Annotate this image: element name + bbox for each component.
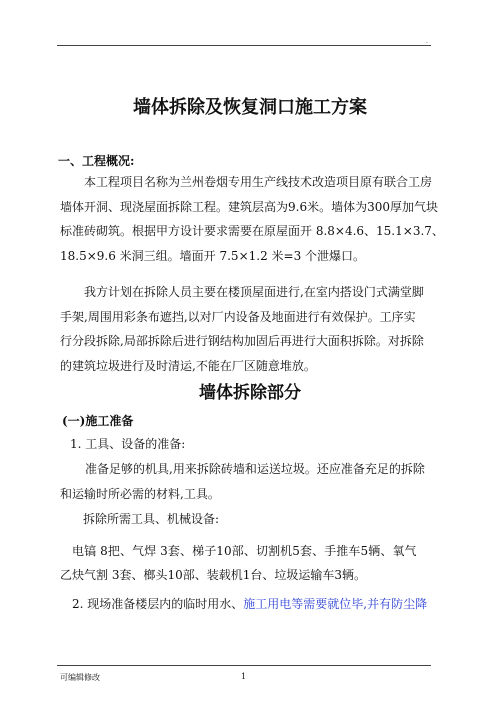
paragraph-line: 墙体开洞、现浇屋面拆除工程。建筑层高为9.6米。墙体为300厚加气块 bbox=[60, 199, 438, 214]
list-item-site-prep bbox=[72, 595, 427, 612]
paragraph-plan bbox=[60, 280, 440, 378]
section-heading-demolition: 墙体拆除部分 bbox=[199, 383, 301, 403]
paragraph-line: 行分段拆除,局部拆除后进行钢结构加固后再进行大面积拆除。对拆除 bbox=[60, 334, 424, 348]
paragraph-overview bbox=[60, 170, 444, 268]
header-rule bbox=[57, 45, 431, 46]
section-heading-overview: 一、工程概况: bbox=[58, 154, 135, 168]
paragraph-line: 本工程项目名称为兰州卷烟专用生产线技术改造项目原有联合工房 bbox=[84, 175, 433, 189]
paragraph-line: 18.5×9.6 米洞三组。墙面开 7.5×1.2 米=3 个泄爆口。 bbox=[60, 248, 366, 263]
tools-list-line: 电镐 8把、气焊 3套、梯子10部、切割机5套、手推车5辆、氧气 bbox=[72, 544, 417, 558]
paragraph-line: 我方计划在拆除人员主要在楼顶屋面进行,在室内搭设门式满堂脚 bbox=[84, 285, 424, 299]
tools-list-heading: 拆除所需工具、机械设备: bbox=[83, 512, 220, 526]
paragraph-line: 标准砖砌筑。根据甲方设计要求需要在原屋面开 8.8×4.6、15.1×3.7、 bbox=[60, 224, 444, 238]
document-title: 墙体拆除及恢复洞口施工方案 bbox=[133, 97, 367, 118]
site-prep-highlight: 施工用电等需要就位毕,并有防尘降 bbox=[243, 597, 428, 611]
paragraph-line: 手架,周围用彩条布遮挡,以对厂内设备及地面进行有效保护。工序实 bbox=[60, 309, 416, 324]
tools-text-line: 准备足够的机具,用来拆除砖墙和运送垃圾。还应准备充足的拆除 bbox=[85, 462, 425, 476]
paragraph-line: 的建筑垃圾进行及时清运,不能在厂区随意堆放。 bbox=[60, 358, 316, 373]
page-number: 1 bbox=[241, 672, 247, 681]
subsection-heading-preparation: (一)施工准备 bbox=[62, 414, 134, 428]
tools-text-line: 和运输时所必需的材料,工具。 bbox=[60, 487, 220, 501]
tools-list-line: 乙炔气割 3套、榔头10部、装载机1台、垃圾运输车3辆。 bbox=[60, 568, 366, 582]
footer-rule bbox=[57, 665, 431, 666]
header-mark: . bbox=[426, 38, 428, 45]
site-prep-text: 2. 现场准备楼层内的临时用水、 bbox=[72, 597, 244, 611]
footer-editable-note: 可编辑修改 bbox=[60, 673, 100, 682]
list-item-tools: 1. 工具、设备的准备: bbox=[70, 437, 186, 451]
